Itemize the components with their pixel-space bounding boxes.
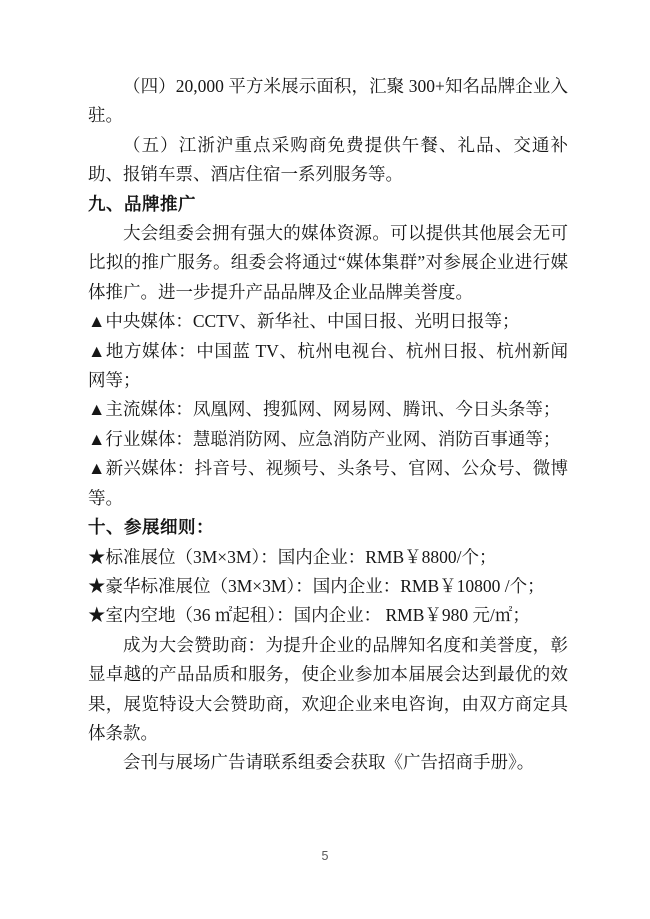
media-line-mainstream: ▲主流媒体：凤凰网、搜狐网、网易网、腾讯、今日头条等； [88, 399, 561, 420]
media-line-new: ▲新兴媒体：抖音号、视频号、头条号、官网、公众号、微博等。 [88, 458, 568, 508]
booth-line-deluxe: ★豪华标准展位（3M×3M）：国内企业：RMB￥10800 /个； [88, 575, 545, 596]
paragraph-point-5: （五）江浙沪重点采购商免费提供午餐、礼品、交通补助、报销车票、酒店住宿一系列服务等。 [88, 134, 568, 185]
media-line-local: ▲地方媒体：中国蓝 TV、杭州电视台、杭州日报、杭州新闻网等； [88, 340, 568, 391]
advert-paragraph: 会刊与展场广告请联系组委会获取《广告招商手册》。 [123, 752, 535, 773]
booth-line-standard: ★标准展位（3M×3M）：国内企业：RMB￥8800/个； [88, 546, 497, 567]
section-9-intro-paragraph: 大会组委会拥有强大的媒体资源。可以提供其他展会无可比拟的推广服务。组委会将通过“媒体集群”对参展企业进行媒体推广。进一步提升产品品牌及企业品牌美誉度。 [88, 223, 568, 302]
section-9-heading: 九、品牌推广 [88, 193, 196, 214]
page-number: 5 [321, 849, 329, 863]
sponsor-paragraph: 成为大会赞助商：为提升企业的品牌知名度和美誉度，彰显卓越的产品品质和服务，使企业参加本届展会达到最优的效果，展览特设大会赞助商，欢迎企业来电咨询，由双方商定具体条款。 [88, 634, 568, 743]
section-10-heading: 十、参展细则： [88, 517, 214, 538]
media-line-central: ▲中央媒体：CCTV、新华社、中国日报、光明日报等； [88, 311, 520, 332]
document-body [88, 72, 568, 778]
booth-line-rawspace: ★室内空地（36 ㎡起租）：国内企业： RMB￥980 元/㎡； [88, 605, 530, 626]
paragraph-point-4: （四）20,000 平方米展示面积，汇聚 300+知名品牌企业入驻。 [88, 76, 568, 126]
media-line-industry: ▲行业媒体：慧聪消防网、应急消防产业网、消防百事通等； [88, 428, 561, 449]
